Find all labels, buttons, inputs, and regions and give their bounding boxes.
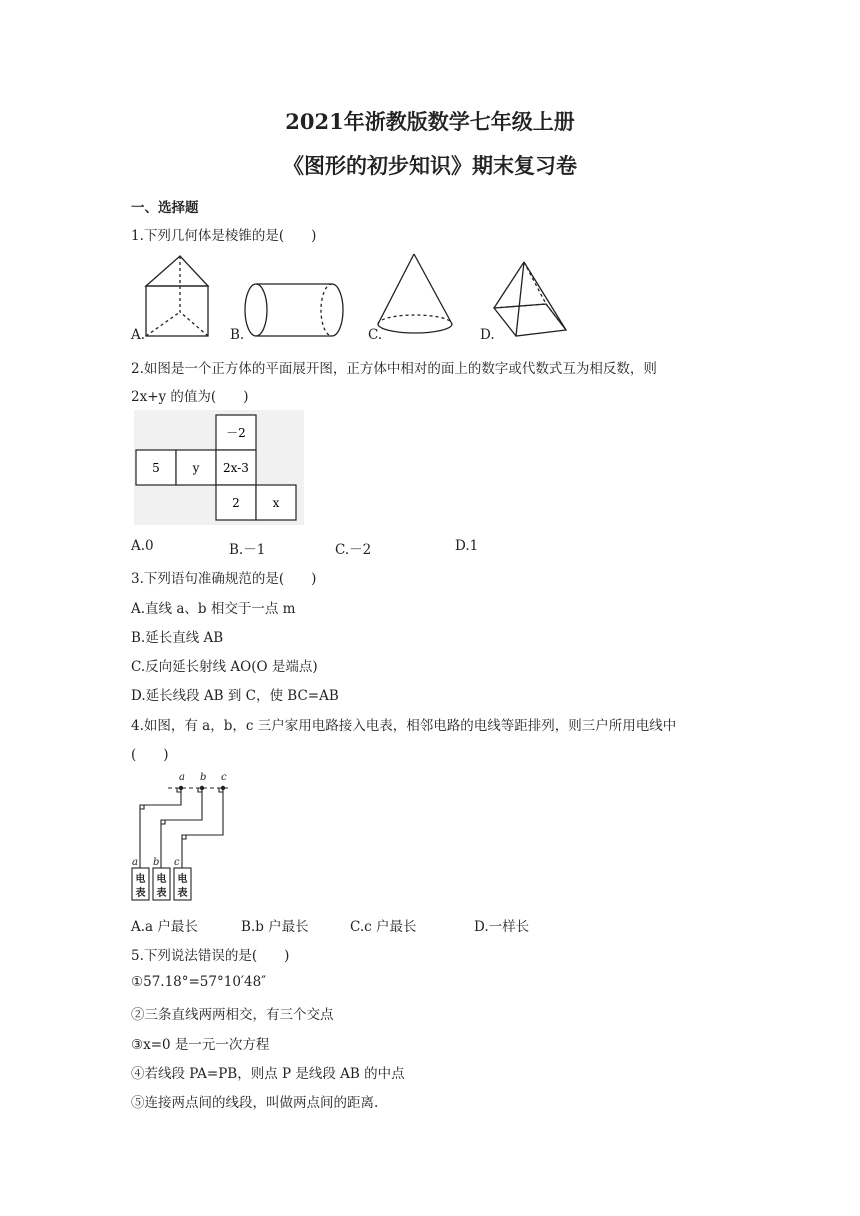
question-1-option-a-label: A.: [131, 327, 146, 343]
document-subtitle: 《图形的初步知识》期末复习卷: [283, 153, 577, 178]
question-1-solids-figure: [128, 248, 588, 344]
question-1-text: 1.下列几何体是棱锥的是( ): [131, 228, 317, 244]
question-4-option-d: D.一样长: [474, 919, 530, 935]
cylinder-figure: [245, 284, 343, 336]
question-2-option-a: A.0: [131, 538, 154, 554]
question-2-option-d: D.1: [455, 538, 479, 554]
question-3-text: 3.下列语句准确规范的是( ): [131, 571, 317, 587]
question-1-option-c-label: C.: [368, 327, 383, 343]
top-label-c: c: [221, 772, 227, 783]
meter-a-char2: 表: [135, 888, 146, 899]
question-2-text-line2: 2x+y 的值为( ): [131, 389, 249, 405]
question-3-option-d: D.延长线段 AB 到 C，使 BC=AB: [131, 688, 339, 704]
question-3-option-b: B.延长直线 AB: [131, 630, 224, 646]
net-face-center: 2x-3: [223, 461, 249, 475]
meter-b-char2: 表: [156, 888, 167, 899]
question-5-item-3: ③x=0 是一元一次方程: [131, 1037, 270, 1053]
meter-c-char1: 电: [177, 874, 188, 885]
net-face-bottom: 2: [232, 496, 240, 510]
question-4-option-a: A.a 户最长: [131, 919, 198, 935]
question-5-text: 5.下列说法错误的是( ): [131, 948, 290, 964]
section-heading: 一、选择题: [131, 200, 199, 216]
cube-net-figure: [134, 410, 304, 525]
question-5-item-4: ④若线段 PA=PB，则点 P 是线段 AB 的中点: [131, 1066, 405, 1082]
meter-c-char2: 表: [177, 888, 188, 899]
triangular-prism-figure: [146, 256, 208, 336]
top-label-b: b: [200, 772, 207, 783]
question-5-item-5: ⑤连接两点间的线段，叫做两点间的距离.: [131, 1095, 379, 1111]
net-face-left1: 5: [152, 461, 160, 475]
cone-figure: [378, 254, 452, 333]
net-face-right: x: [272, 496, 280, 510]
question-4-option-c: C.c 户最长: [350, 919, 417, 935]
question-1-option-b-label: B.: [230, 327, 245, 343]
bottom-label-b: b: [153, 857, 160, 868]
question-4-text-line2: ( ): [131, 747, 169, 763]
meter-b-char1: 电: [156, 874, 167, 885]
net-face-left2: y: [192, 461, 200, 475]
bottom-label-a: a: [132, 857, 138, 868]
question-2-option-b: B.－1: [229, 542, 266, 558]
question-1-option-d-label: D.: [480, 327, 495, 343]
question-4-option-b: B.b 户最长: [241, 919, 309, 935]
bottom-label-c: c: [174, 857, 180, 868]
electric-meter-wiring-figure: [128, 770, 238, 905]
quadrangular-pyramid-figure: [494, 262, 566, 336]
question-4-text-line1: 4.如图，有 a，b，c 三户家用电路接入电表，相邻电路的电线等距排列，则三户所用电线中: [131, 718, 677, 734]
question-3-option-c: C.反向延长射线 AO(O 是端点): [131, 659, 318, 675]
net-face-top: －2: [226, 426, 246, 440]
question-3-option-a: A.直线 a、b 相交于一点 m: [131, 601, 296, 617]
meter-a-char1: 电: [135, 874, 146, 885]
question-5-item-2: ②三条直线两两相交，有三个交点: [131, 1007, 334, 1023]
question-5-item-1: ①57.18°=57°10′48″: [131, 974, 267, 990]
top-label-a: a: [179, 772, 185, 783]
document-title: 2021年浙教版数学七年级上册: [285, 109, 575, 134]
question-2-option-c: C.－2: [335, 542, 372, 558]
question-2-text-line1: 2.如图是一个正方体的平面展开图，正方体中相对的面上的数字或代数式互为相反数，则: [131, 361, 657, 377]
